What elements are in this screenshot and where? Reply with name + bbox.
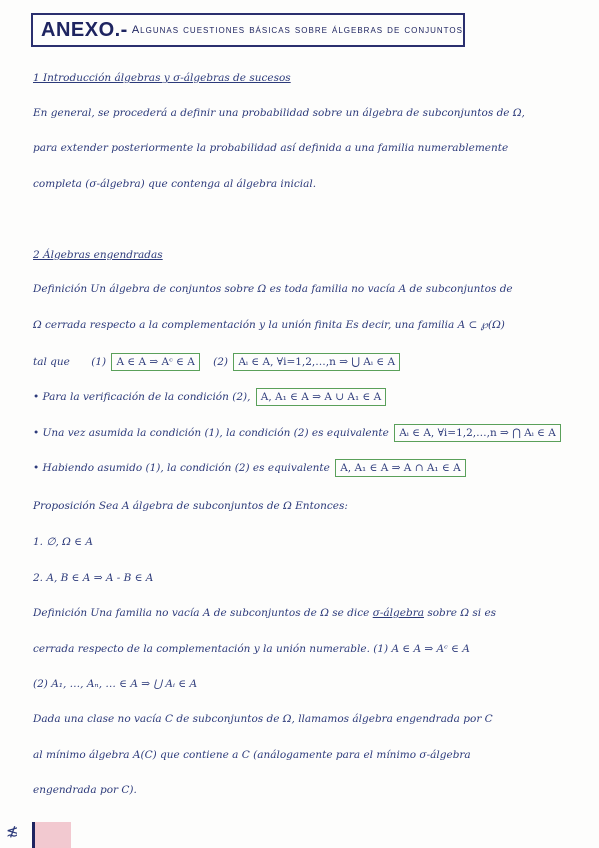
definition1-line-3 (33, 353, 402, 371)
definition2-sigma-algebra: σ-álgebra (372, 607, 424, 619)
bullet-1 (33, 388, 388, 406)
corner-mark-icon: ≴ (6, 822, 19, 840)
definition2-text-a: Definición Una familia no vacía A de subconjuntos de Ω se dice (33, 607, 370, 619)
page-tab-marker (32, 822, 71, 848)
bullet-2 (33, 424, 563, 442)
condition1-box: A ∈ A ⇒ Aᶜ ∈ A (111, 353, 199, 371)
condition1-label: (1) (91, 356, 107, 368)
title-subtitle: Algunas cuestiones básicas sobre álgebras de conjuntos (131, 24, 463, 36)
title-box (31, 13, 465, 47)
section1-line-3: completa (σ-álgebra) que contenga al álgebra inicial. (33, 178, 317, 190)
title-main: ANEXO.- (41, 18, 128, 41)
bullet-2-text: • Una vez asumida la condición (1), la condición (2) es equivalente (33, 427, 389, 439)
bullet-3-box: A, A₁ ∈ A ⇒ A ∩ A₁ ∈ A (335, 459, 465, 477)
proposition-item-1: 1. ∅, Ω ∈ A (33, 536, 93, 548)
condition2-label: (2) (213, 356, 228, 368)
definition1-prefix: tal que (33, 356, 70, 368)
proposition: Proposición Sea A álgebra de subconjuntos de Ω Entonces: (33, 500, 348, 512)
definition3-line-1: Dada una clase no vacía C de subconjuntos de Ω, llamamos álgebra engendrada por C (33, 713, 493, 725)
section1-heading: 1 Introducción álgebras y σ-álgebras de sucesos (33, 72, 291, 84)
definition2-line-2: cerrada respecto de la complementación y la unión numerable. (1) A ∈ A ⇒ Aᶜ ∈ A (33, 643, 470, 655)
bullet-1-text: • Para la verificación de la condición (2), (33, 391, 251, 403)
bullet-1-box: A, A₁ ∈ A ⇒ A ∪ A₁ ∈ A (256, 388, 386, 406)
definition2-line-1 (33, 606, 496, 620)
definition3-line-2: al mínimo álgebra A(C) que contiene a C (análogamente para el mínimo σ-álgebra (33, 749, 471, 761)
definition1-line-2: Ω cerrada respecto a la complementación y la unión finita Es decir, una familia A ⊂ ℘(Ω) (33, 319, 505, 331)
condition2-box: Aᵢ ∈ A, ∀i=1,2,…,n ⇒ ⋃ Aᵢ ∈ A (233, 353, 400, 371)
proposition-item-2: 2. A, B ∈ A ⇒ A - B ∈ A (33, 572, 154, 584)
definition2-text-b: sobre Ω si es (427, 607, 497, 619)
bullet-2-box: Aᵢ ∈ A, ∀i=1,2,…,n ⇒ ⋂ Aᵢ ∈ A (394, 424, 561, 442)
bullet-3-text: • Habiendo asumido (1), la condición (2) es equivalente (33, 462, 330, 474)
definition2-line-3: (2) A₁, …, Aₙ, … ∈ A ⇒ ⋃ Aᵢ ∈ A (33, 678, 198, 690)
definition3-line-3: engendrada por C). (33, 784, 137, 796)
definition1-line-1: Definición Un álgebra de conjuntos sobre Ω es toda familia no vacía A de subconjuntos de (33, 283, 513, 295)
section1-line-2: para extender posteriormente la probabilidad así definida a una familia numerablemente (33, 142, 509, 154)
bullet-3 (33, 459, 468, 477)
section1-line-1: En general, se procederá a definir una probabilidad sobre un álgebra de subconjuntos de Ω, (33, 107, 525, 119)
section2-heading: 2 Álgebras engendradas (33, 249, 163, 261)
